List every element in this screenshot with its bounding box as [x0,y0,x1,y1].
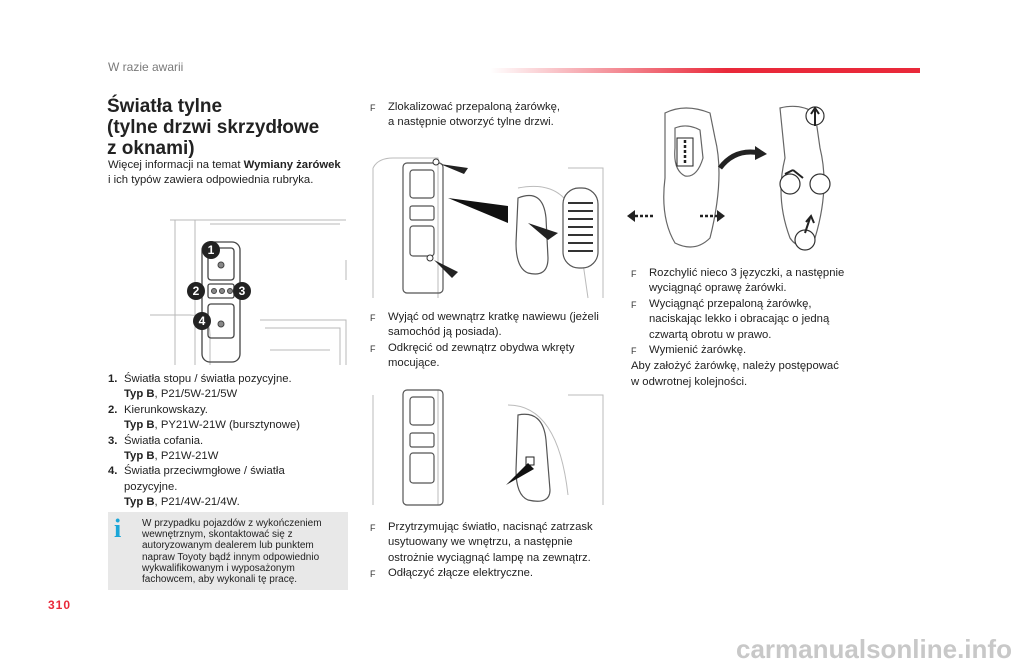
info-line: wykwalifikowanym i wyposażonym [142,562,295,574]
closing-note [631,359,881,390]
list-item [370,520,620,566]
page-title-line: (tylne drzwi skrzydłowe [107,117,320,138]
text-line: Wymienić żarówkę. [649,344,747,357]
list-item-text [388,520,593,566]
step-4-instructions [631,266,881,390]
list-item [108,372,348,403]
text-line: mocujące. [388,357,440,370]
bulb-type-label: Typ B [124,496,155,509]
text-line: Aby założyć żarówkę, należy postępować [631,360,839,373]
intro-link-text: Wymiany żarówek [243,159,341,171]
bulb-type-label: Typ B [124,419,155,432]
bulb-label-continued: pozycyjne. [124,480,178,493]
watermark: carmanualsonline.info [736,634,1012,664]
text-line: Odkręcić od zewnątrz obydwa wkręty [388,341,575,354]
text-line: samochód ją posiada). [388,326,502,339]
info-line: wewnętrznym, skontaktować się z [142,529,293,541]
bulb-label: Światła przeciwmgłowe / światła [124,465,285,478]
bullet-flag-icon: F [631,299,637,310]
intro-suffix: i ich typów zawiera odpowiednia rubryka. [108,174,314,186]
bulb-type-value: , P21W-21W [154,450,219,463]
arrow-icon [440,164,468,174]
step-3-instructions [370,520,620,583]
arrow-icon [448,198,508,223]
list-item [370,100,610,131]
text-line: w odwrotnej kolejności. [631,375,748,388]
list-item-text [124,403,300,434]
arrow-icon [720,152,760,168]
info-line: autoryzowanym dealerem lub punktem [142,540,314,552]
list-item [370,566,620,582]
list-item-text [124,372,292,403]
page-title [107,96,347,159]
list-item [631,297,881,343]
list-item-text [649,266,844,297]
bulb-list [108,372,348,511]
arrow-icon [528,223,558,240]
page-number: 310 [48,598,72,612]
text-line: ostrożnie wyciągnąć lampę na zewnątrz. [388,551,591,564]
info-line: fachowcem, aby wykonali tę pracę. [142,574,298,586]
list-item-text [388,341,574,372]
info-text [142,518,342,585]
header-accent-bar [490,68,920,73]
bulb-type-label: Typ B [124,388,155,401]
bulb-type-value: , P21/4W-21/4W. [154,496,240,509]
info-line: W przypadku pojazdów z wykończeniem [142,518,322,529]
text-line: a następnie otworzyć tylne drzwi. [388,116,554,129]
bulb-type-value: , PY21W-21W (bursztynowe) [154,419,300,432]
arrow-icon [717,210,725,222]
list-item-text [388,566,533,582]
callout-4-label: 4 [198,314,206,328]
list-item [631,266,881,297]
text-line: Rozchylić nieco 3 języczki, a następnie [649,267,845,279]
text-line: Przytrzymując światło, nacisnąć zatrzask [388,521,593,533]
bullet-flag-icon: F [631,269,637,279]
arrow-icon [627,210,635,222]
bullet-flag-icon: F [370,569,376,580]
bullet-flag-icon: F [370,103,376,113]
bullet-flag-icon: F [370,343,376,354]
page-title-line: z oknami) [107,138,195,159]
intro-prefix: Więcej informacji na temat [108,159,244,171]
callout-2-label: 2 [192,284,200,298]
list-item-text [124,434,218,465]
intro-paragraph [108,158,358,188]
list-item-text [388,100,560,131]
bulb-holder-figure [625,98,850,258]
list-item-number: 3. [108,434,118,447]
list-item-text [649,297,829,343]
list-item [108,434,348,465]
list-item [631,343,881,359]
bulb-type-value: , P21/5W-21/5W [154,388,238,401]
callout-1-label: 1 [207,243,215,257]
text-line: Odłączyć złącze elektryczne. [388,567,534,580]
list-item-number: 4. [108,465,118,478]
info-box [108,512,348,590]
step-2-instructions [370,310,620,372]
bullet-flag-icon: F [370,313,376,323]
bullet-flag-icon: F [631,346,637,357]
bulb-label: Kierunkowskazy. [124,403,208,416]
text-line: Wyjąć od wewnątrz kratkę nawiewu (jeżeli [388,311,599,323]
section-title: W razie awarii [108,60,184,74]
info-icon: i [114,514,122,543]
list-item [370,341,620,372]
bulb-label: Światła cofania. [124,434,204,447]
text-line: Wyciągnąć przepaloną żarówkę, [649,297,812,310]
list-item [108,403,348,434]
bulb-label: Światła stopu / światła pozycyjne. [124,373,292,385]
rear-light-figure [150,200,350,370]
arrow-icon [506,463,534,485]
list-item [108,464,348,510]
list-item-text [124,464,285,510]
list-item-text [388,310,599,341]
text-line: wyciągnąć oprawę żarówki. [649,282,787,295]
door-vent-figure [368,148,608,300]
text-line: Zlokalizować przepaloną żarówkę, [388,101,561,113]
list-item [370,310,620,341]
list-item-text [649,343,746,359]
list-item-number: 1. [108,373,118,385]
list-item-number: 2. [108,403,118,416]
callout-3-label: 3 [238,284,246,298]
bullet-flag-icon: F [370,523,376,533]
info-line: napraw Toyoty bądź innym odpowiednio [142,551,320,563]
bulb-type-label: Typ B [124,450,155,463]
page-title-line: Światła tylne [107,96,223,117]
text-line: czwartą obrotu w prawo. [649,328,772,341]
lamp-removal-figure [368,385,608,510]
text-line: naciskając lekko i obracając o jedną [649,313,830,326]
step-1-instructions [370,100,610,131]
text-line: usytuowany we wnętrzu, a następnie [388,536,573,549]
